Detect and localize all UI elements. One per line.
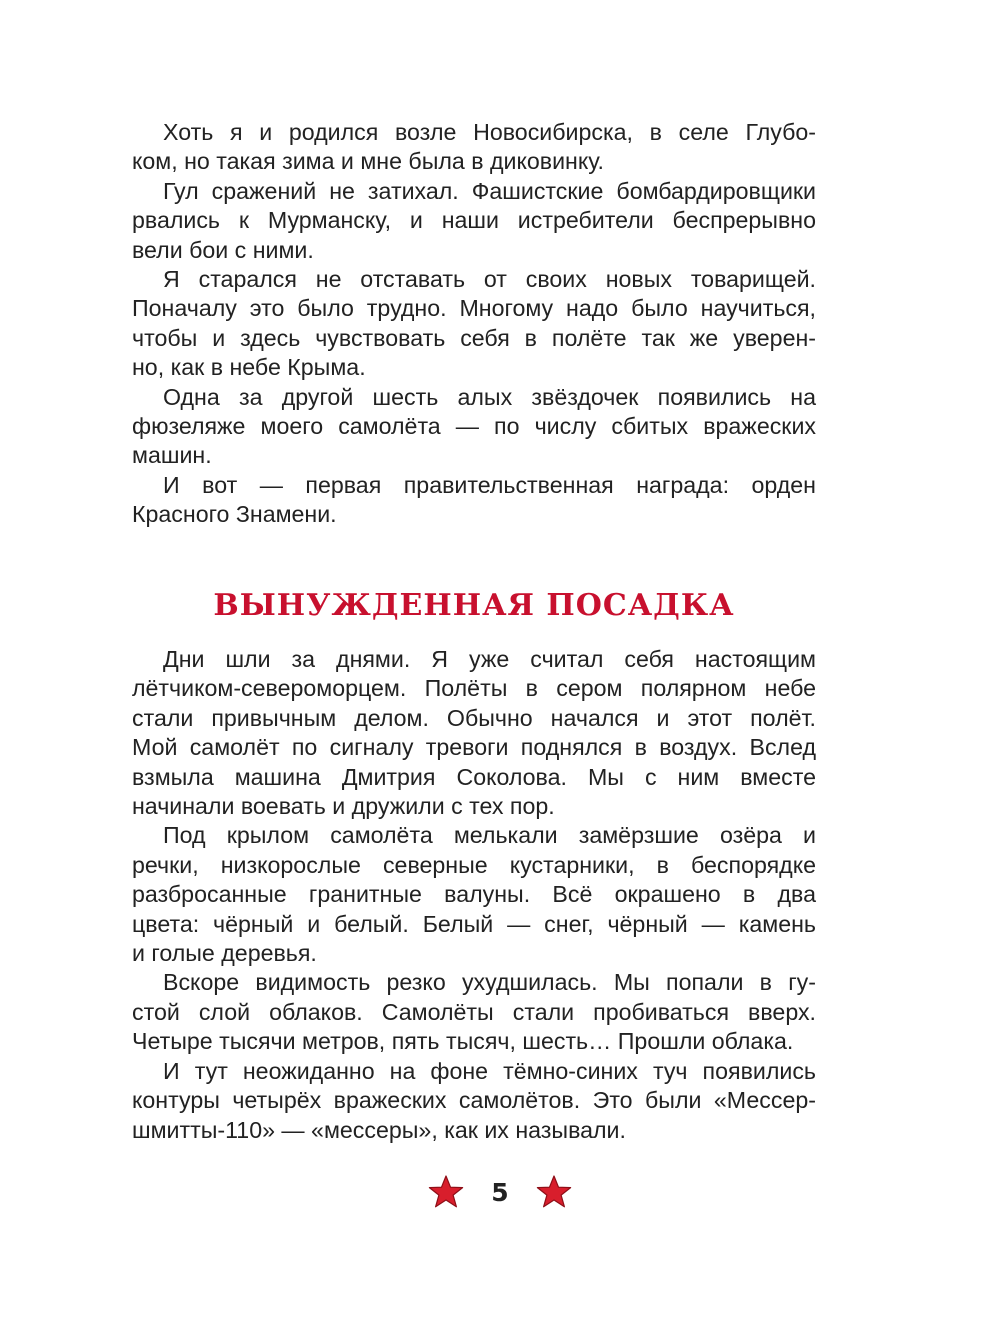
- text-line: лётчиком-североморцем. Полёты в сером полярном небе: [132, 675, 816, 702]
- text-section-forced-landing: [132, 645, 816, 1145]
- text-line: Одна за другой шесть алых звёздочек появились на: [163, 383, 816, 410]
- paragraph: [132, 471, 816, 530]
- text-line: Поначалу это было трудно. Многому надо было научиться,: [132, 295, 816, 322]
- text-line: начинали воевать и дружили с тех пор.: [132, 793, 555, 820]
- text-line: Дни шли за днями. Я уже считал себя настоящим: [163, 646, 816, 672]
- page-number: 5: [491, 1177, 509, 1207]
- paragraph: [132, 968, 816, 1056]
- text-line: Я старался не отставать от своих новых товарищей.: [163, 266, 816, 293]
- paragraph: [132, 383, 816, 471]
- paragraph: [132, 265, 816, 383]
- text-line: машин.: [132, 442, 212, 469]
- paragraph: [132, 1057, 816, 1145]
- text-line: стали привычным делом. Обычно начался и этот полёт.: [132, 704, 816, 731]
- text-line: контуры четырёх вражеских самолётов. Это были «Мессер-: [132, 1087, 816, 1114]
- text-line: рвались к Мурманску, и наши истребители беспрерывно: [132, 207, 816, 234]
- text-line: Хоть я и родился возле Новосибирска, в селе Глубо-: [163, 119, 816, 145]
- text-line: речки, низкорослые северные кустарники, в беспорядке: [132, 851, 816, 878]
- paragraph: [132, 821, 816, 968]
- red-star-icon: [536, 1175, 572, 1209]
- text-line: Красного Знамени.: [132, 501, 337, 528]
- paragraph: [132, 645, 816, 821]
- text-line: но, как в небе Крыма.: [132, 354, 366, 381]
- text-line: И тут неожиданно на фоне тёмно-синих туч появились: [163, 1057, 816, 1084]
- text-line: Мой самолёт по сигналу тревоги поднялся в воздух. Вслед: [132, 734, 816, 761]
- text-line: ком, но такая зима и мне была в диковинку.: [132, 148, 604, 175]
- text-line: разбросанные гранитные валуны. Всё окрашено в два: [132, 881, 816, 908]
- text-line: Под крылом самолёта мелькали замёрзшие озёра и: [163, 822, 816, 849]
- text-line: чтобы и здесь чувствовать себя в полёте так же уверен-: [132, 324, 816, 351]
- text-line: взмыла машина Дмитрия Соколова. Мы с ним вместе: [132, 763, 816, 790]
- text-line: фюзеляже моего самолёта — по числу сбитых вражеских: [132, 413, 816, 440]
- text-line: и голые деревья.: [132, 940, 317, 967]
- page-footer: [0, 1170, 1000, 1214]
- text-line: вели бои с ними.: [132, 236, 314, 263]
- text-line: Вскоре видимость резко ухудшилась. Мы попали в гу-: [163, 969, 816, 996]
- text-line: шмитты-110» — «мессеры», как их называли.: [132, 1116, 626, 1143]
- chapter-heading: ВЫНУЖДЕННАЯ ПОСАДКА: [213, 588, 735, 623]
- text-line: цвета: чёрный и белый. Белый — снег, чёрный — камень: [132, 910, 816, 937]
- text-line: Гул сражений не затихал. Фашистские бомбардировщики: [163, 177, 816, 204]
- red-star-icon: [428, 1175, 464, 1209]
- text-line: И вот — первая правительственная награда: орден: [163, 471, 816, 498]
- paragraph: [132, 118, 816, 177]
- text-section-intro: [132, 118, 816, 530]
- paragraph: [132, 177, 816, 265]
- text-line: Четыре тысячи метров, пять тысяч, шесть… Прошли облака.: [132, 1028, 794, 1055]
- text-line: стой слой облаков. Самолёты стали пробиваться вверх.: [132, 998, 816, 1025]
